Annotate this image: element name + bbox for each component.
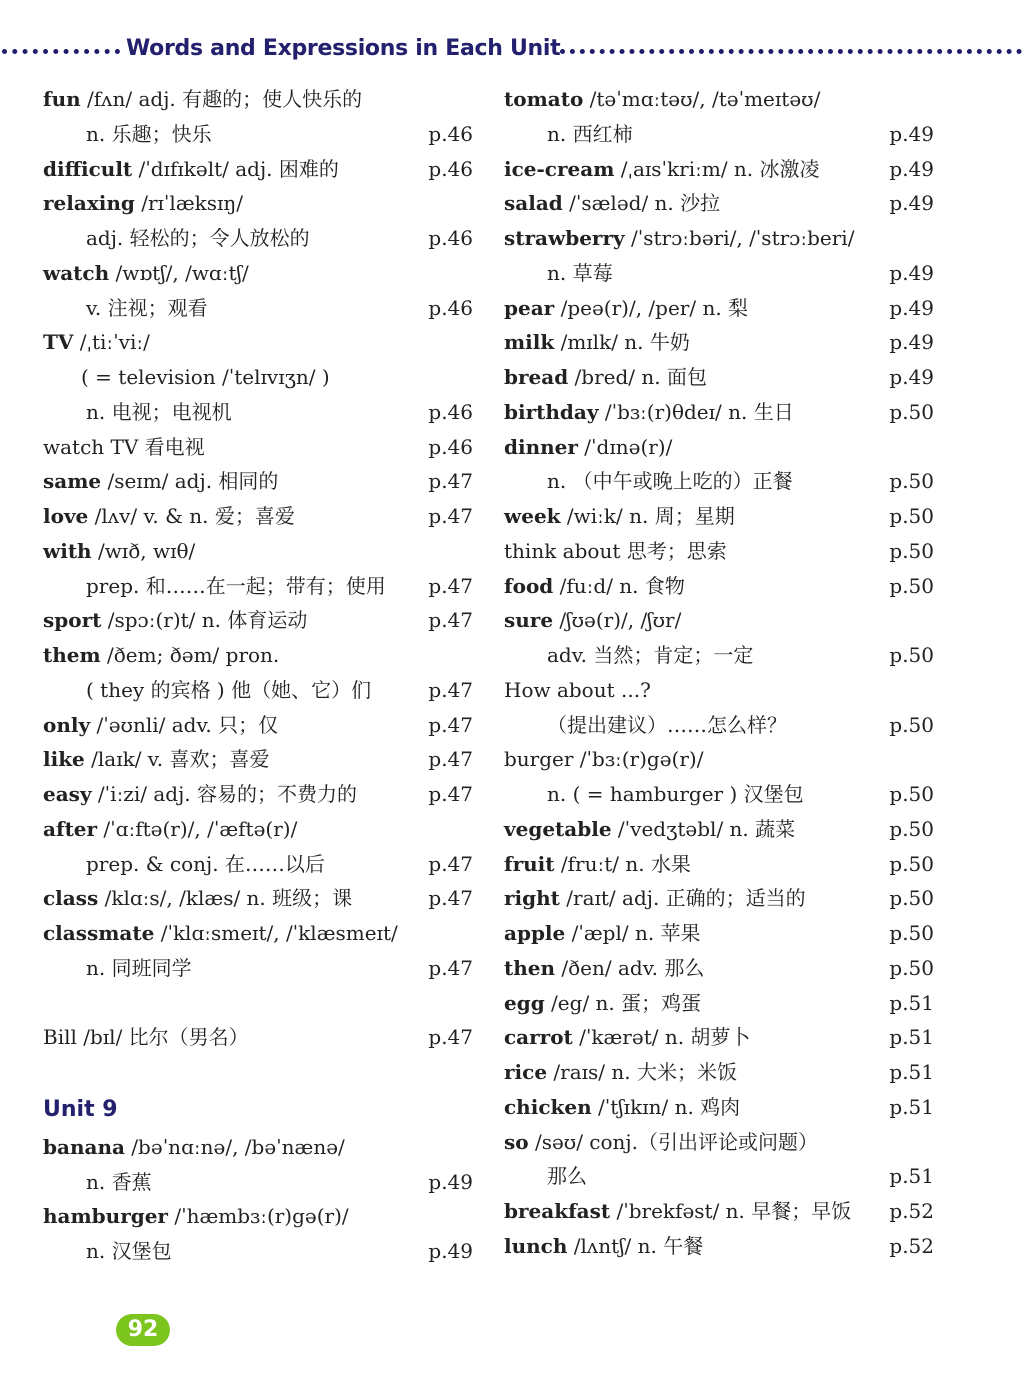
entry-headword: breakfast /ˈbrekfəst/ n. 早餐；早饭	[504, 1199, 852, 1223]
vocab-entry	[504, 395, 934, 430]
entry-headword: think about 思考；思索	[504, 538, 727, 563]
entry-headword: like /laɪk/ v. 喜欢；喜爱	[43, 747, 270, 772]
entry-headword: egg /eg/ n. 蛋；鸡蛋	[504, 990, 702, 1015]
vocab-entry	[43, 534, 473, 569]
page-reference: p.49	[889, 191, 934, 216]
vocab-entry	[43, 1234, 473, 1269]
unit-heading: Unit 9	[43, 1096, 118, 1122]
entry-definition: adj. 轻松的；令人放松的	[86, 226, 310, 250]
entry-headword: watch /wɒtʃ/, /wɑːtʃ/	[43, 260, 249, 285]
right-column	[504, 82, 934, 1264]
page-reference: p.47	[428, 469, 473, 494]
vocab-entry	[504, 986, 934, 1021]
headword: dinner	[504, 434, 578, 459]
vocab-entry	[504, 916, 934, 951]
page-reference: p.51	[889, 1164, 934, 1189]
entry-definition: n. 同班同学	[86, 955, 192, 980]
page-reference: p.47	[428, 747, 473, 772]
vocab-entry	[504, 117, 934, 152]
page-reference: p.46	[428, 295, 473, 320]
vocab-entry	[504, 82, 934, 117]
vocab-entry	[504, 221, 934, 256]
headword: only	[43, 712, 91, 737]
entry-headword: sport /spɔː(r)t/ n. 体育运动	[43, 608, 308, 633]
header-title: Words and Expressions in Each Unit	[126, 36, 561, 61]
vocab-entry	[504, 1125, 934, 1160]
headword: sure	[504, 608, 554, 633]
entry-definition: prep. & conj. 在……以后	[86, 851, 325, 876]
entry-headword: vegetable /ˈvedʒtəbl/ n. 蔬菜	[504, 816, 796, 841]
entry-definition: 那么	[547, 1164, 587, 1189]
page-reference: p.52	[889, 1233, 934, 1258]
header-dots-right	[560, 49, 1022, 54]
entry-definition: ( = television /ˈtelɪvɪʒn/ )	[81, 365, 330, 389]
vocab-entry	[504, 847, 934, 882]
vocab-entry	[43, 291, 473, 326]
vocab-entry	[43, 708, 473, 743]
entry-headword: them /ðem; ðəm/ pron.	[43, 643, 280, 667]
vocab-entry	[43, 1165, 473, 1200]
entry-definition: n. 草莓	[547, 260, 613, 285]
vocab-entry	[504, 1090, 934, 1125]
page-reference: p.46	[428, 226, 473, 250]
vocab-entry	[43, 847, 473, 882]
entry-headword: relaxing /rɪˈlæksɪŋ/	[43, 191, 244, 216]
entry-headword: pear /peə(r)/, /per/ n. 梨	[504, 295, 749, 320]
headword: milk	[504, 330, 555, 355]
vocab-entry	[504, 152, 934, 187]
vocab-entry	[504, 673, 934, 708]
entry-headword: so /səʊ/ conj.（引出评论或问题）	[504, 1129, 818, 1154]
vocab-entry	[504, 603, 934, 638]
entry-headword: Bill /bɪl/ 比尔（男名）	[43, 1025, 249, 1050]
entry-headword: lunch /lʌntʃ/ n. 午餐	[504, 1233, 704, 1258]
entry-headword: then /ðen/ adv. 那么	[504, 955, 705, 980]
vocab-entry	[504, 1055, 934, 1090]
vocab-entry	[504, 360, 934, 395]
page-reference: p.50	[889, 782, 934, 806]
headword: hamburger	[43, 1204, 168, 1229]
vocab-entry	[504, 256, 934, 291]
entry-definition: v. 注视；观看	[86, 295, 208, 320]
page-reference: p.47	[428, 886, 473, 911]
headword: love	[43, 504, 89, 528]
vocab-entry	[43, 1130, 473, 1165]
headword: bread	[504, 365, 569, 389]
entry-headword: fruit /fruːt/ n. 水果	[504, 851, 691, 876]
vocab-entry	[43, 499, 473, 534]
vocab-entry	[504, 1020, 934, 1055]
entry-headword: only /ˈəʊnli/ adv. 只；仅	[43, 712, 279, 737]
vocab-entry	[504, 291, 934, 326]
page-reference: p.49	[889, 365, 934, 389]
vocab-entry	[504, 430, 934, 465]
vocab-entry	[504, 569, 934, 604]
entry-headword: burger /ˈbɜː(r)gə(r)/	[504, 747, 704, 772]
page-reference: p.49	[889, 260, 934, 285]
entry-headword: love /lʌv/ v. & n. 爱；喜爱	[43, 504, 295, 528]
page-reference: p.47	[428, 712, 473, 737]
page-reference: p.50	[889, 955, 934, 980]
entry-headword: easy /ˈiːzi/ adj. 容易的；不费力的	[43, 782, 357, 806]
vocab-entry	[504, 534, 934, 569]
headword: like	[43, 747, 85, 772]
entry-headword: TV /ˌtiːˈviː/	[43, 330, 150, 355]
vocab-entry	[43, 638, 473, 673]
headword: TV	[43, 330, 74, 355]
page-reference: p.49	[428, 1169, 473, 1194]
page-reference: p.50	[889, 886, 934, 911]
entry-headword: strawberry /ˈstrɔːbəri/, /ˈstrɔːberi/	[504, 226, 855, 250]
vocab-entry	[43, 881, 473, 916]
vocab-entry	[43, 221, 473, 256]
vocab-entry	[504, 742, 934, 777]
vocab-entry	[43, 360, 473, 395]
entry-headword: bread /bred/ n. 面包	[504, 365, 707, 389]
vocab-entry	[504, 951, 934, 986]
page-header	[0, 28, 1024, 72]
spacer	[43, 986, 473, 1021]
headword: them	[43, 643, 101, 667]
headword: rice	[504, 1060, 548, 1084]
entry-headword: hamburger /ˈhæmbɜː(r)gə(r)/	[43, 1204, 349, 1229]
headword: same	[43, 469, 102, 494]
entry-headword: banana /bəˈnɑːnə/, /bəˈnænə/	[43, 1134, 345, 1159]
entry-headword: birthday /ˈbɜː(r)θdeɪ/ n. 生日	[504, 399, 794, 424]
entry-headword: watch TV 看电视	[43, 434, 205, 459]
vocab-entry	[504, 464, 934, 499]
headword: difficult	[43, 156, 133, 181]
entry-definition: n. 电视；电视机	[86, 399, 232, 424]
entry-definition: prep. 和……在一起；带有；使用	[86, 573, 386, 598]
entry-definition: n. （中午或晚上吃的）正餐	[547, 469, 793, 494]
vocab-entry	[504, 1159, 934, 1194]
entry-headword: tomato /təˈmɑːtəʊ/, /təˈmeɪtəʊ/	[504, 87, 821, 111]
page-reference: p.49	[889, 156, 934, 181]
entry-headword: food /fuːd/ n. 食物	[504, 573, 685, 598]
entry-definition: （提出建议）……怎么样？	[547, 712, 787, 737]
headword: week	[504, 504, 561, 528]
entry-headword: rice /raɪs/ n. 大米；米饭	[504, 1060, 737, 1084]
entry-headword: after /ˈɑːftə(r)/, /ˈæftə(r)/	[43, 816, 298, 841]
entry-headword: right /raɪt/ adj. 正确的；适当的	[504, 886, 806, 911]
vocab-entry	[43, 951, 473, 986]
headword: ice-cream	[504, 156, 615, 181]
entry-definition: ( they 的宾格 ) 他（她、它）们	[86, 677, 372, 702]
entry-headword: with /wɪð, wɪθ/	[43, 538, 196, 563]
headword: breakfast	[504, 1199, 611, 1223]
vocab-entry	[43, 186, 473, 221]
headword: so	[504, 1129, 529, 1154]
headword: right	[504, 886, 560, 911]
page-reference: p.50	[889, 921, 934, 945]
vocab-entry	[43, 812, 473, 847]
page-reference: p.51	[889, 1094, 934, 1119]
headword: with	[43, 538, 92, 563]
page-reference: p.47	[428, 504, 473, 528]
vocab-entry	[43, 395, 473, 430]
vocab-entry	[43, 742, 473, 777]
vocab-entry	[504, 1194, 934, 1229]
vocab-entry	[43, 569, 473, 604]
entry-headword: dinner /ˈdɪnə(r)/	[504, 434, 673, 459]
headword: after	[43, 816, 98, 841]
headword: pear	[504, 295, 555, 320]
entry-headword: salad /ˈsæləd/ n. 沙拉	[504, 191, 721, 216]
vocab-entry	[43, 325, 473, 360]
header-dots-left	[2, 49, 120, 54]
page-reference: p.46	[428, 399, 473, 424]
page-reference: p.47	[428, 677, 473, 702]
left-column	[43, 82, 473, 1269]
page-reference: p.50	[889, 469, 934, 494]
page-reference: p.50	[889, 712, 934, 737]
vocab-entry	[504, 777, 934, 812]
entry-headword: How about ...?	[504, 677, 651, 702]
entry-definition: adv. 当然；肯定；一定	[547, 643, 754, 667]
vocab-entry	[43, 117, 473, 152]
entry-definition: n. 汉堡包	[86, 1239, 172, 1263]
spacer	[43, 1055, 473, 1090]
page-reference: p.46	[428, 121, 473, 146]
headword: classmate	[43, 921, 155, 945]
headword: salad	[504, 191, 563, 216]
page-reference: p.52	[889, 1199, 934, 1223]
entry-definition: n. 西红柿	[547, 121, 633, 146]
headword: vegetable	[504, 816, 612, 841]
page-reference: p.50	[889, 643, 934, 667]
vocab-entry	[43, 464, 473, 499]
page-reference: p.50	[889, 573, 934, 598]
entry-headword: classmate /ˈklɑːsmeɪt/, /ˈklæsmeɪt/	[43, 921, 398, 945]
page-reference: p.49	[889, 295, 934, 320]
headword: watch	[43, 260, 110, 285]
page-number-badge: 92	[116, 1314, 170, 1346]
vocab-entry	[504, 1229, 934, 1264]
vocab-entry	[43, 777, 473, 812]
entry-headword: milk /mɪlk/ n. 牛奶	[504, 330, 690, 355]
page-reference: p.51	[889, 990, 934, 1015]
headword: then	[504, 955, 556, 980]
headword: class	[43, 886, 99, 911]
page-reference: p.47	[428, 573, 473, 598]
page-reference: p.50	[889, 851, 934, 876]
entry-headword: sure /ʃʊə(r)/, /ʃʊr/	[504, 608, 682, 633]
vocab-entry	[43, 82, 473, 117]
page-reference: p.46	[428, 434, 473, 459]
vocab-entry	[504, 499, 934, 534]
headword: apple	[504, 921, 566, 945]
page-reference: p.50	[889, 399, 934, 424]
headword: strawberry	[504, 226, 625, 250]
headword: lunch	[504, 1233, 568, 1258]
entry-headword: apple /ˈæpl/ n. 苹果	[504, 921, 701, 945]
entry-headword: same /seɪm/ adj. 相同的	[43, 469, 279, 494]
headword: birthday	[504, 399, 599, 424]
entry-headword: chicken /ˈtʃɪkɪn/ n. 鸡肉	[504, 1094, 741, 1119]
vocab-entry	[43, 916, 473, 951]
page-reference: p.47	[428, 851, 473, 876]
vocab-entry	[504, 812, 934, 847]
entry-headword: fun /fʌn/ adj. 有趣的；使人快乐的	[43, 87, 363, 111]
headword: sport	[43, 608, 102, 633]
headword: banana	[43, 1134, 125, 1159]
page-reference: p.50	[889, 538, 934, 563]
headword: egg	[504, 990, 545, 1015]
headword: tomato	[504, 87, 584, 111]
vocab-entry	[43, 673, 473, 708]
vocab-entry	[504, 186, 934, 221]
vocab-entry	[43, 1020, 473, 1055]
page-reference: p.46	[428, 156, 473, 181]
page-reference: p.51	[889, 1025, 934, 1050]
vocab-entry	[504, 325, 934, 360]
vocab-entry	[504, 708, 934, 743]
entry-definition: n. ( = hamburger ) 汉堡包	[547, 782, 804, 806]
vocab-entry	[504, 638, 934, 673]
entry-definition: n. 乐趣；快乐	[86, 121, 212, 146]
entry-headword: difficult /ˈdɪfɪkəlt/ adj. 困难的	[43, 156, 339, 181]
entry-headword: week /wiːk/ n. 周；星期	[504, 504, 735, 528]
page-reference: p.50	[889, 504, 934, 528]
page-reference: p.50	[889, 816, 934, 841]
vocab-entry	[43, 430, 473, 465]
headword: chicken	[504, 1094, 592, 1119]
page-reference: p.47	[428, 955, 473, 980]
entry-definition: n. 香蕉	[86, 1169, 152, 1194]
vocab-entry	[504, 881, 934, 916]
vocab-entry	[43, 152, 473, 187]
headword: carrot	[504, 1025, 573, 1050]
entry-headword: ice-cream /ˌaɪsˈkriːm/ n. 冰激凌	[504, 156, 820, 181]
headword: food	[504, 573, 554, 598]
page-reference: p.49	[428, 1239, 473, 1263]
page-reference: p.47	[428, 1025, 473, 1050]
headword: fun	[43, 87, 81, 111]
page-reference: p.47	[428, 782, 473, 806]
vocab-entry	[43, 603, 473, 638]
entry-headword: class /klɑːs/, /klæs/ n. 班级；课	[43, 886, 353, 911]
vocab-entry	[43, 256, 473, 291]
headword: fruit	[504, 851, 555, 876]
entry-headword: carrot /ˈkærət/ n. 胡萝卜	[504, 1025, 751, 1050]
headword: relaxing	[43, 191, 135, 216]
vocab-entry	[43, 1199, 473, 1234]
headword: easy	[43, 782, 92, 806]
page-reference: p.51	[889, 1060, 934, 1084]
page-reference: p.47	[428, 608, 473, 633]
page-reference: p.49	[889, 121, 934, 146]
page-reference: p.49	[889, 330, 934, 355]
